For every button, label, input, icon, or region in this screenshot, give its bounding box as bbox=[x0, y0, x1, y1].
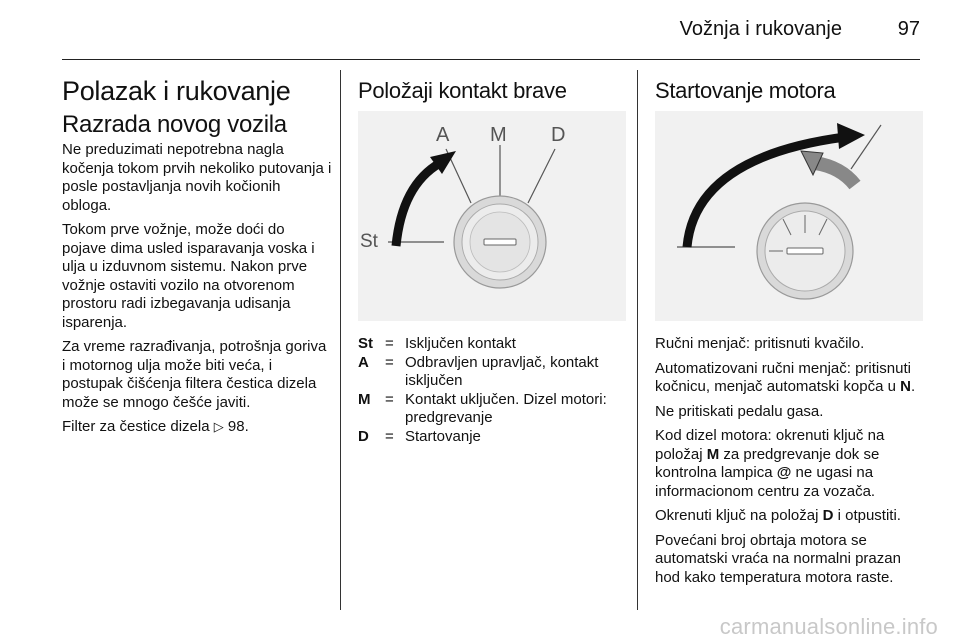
starting-engine-figure bbox=[655, 111, 923, 321]
subsection-title: Razrada novog vozila bbox=[62, 111, 287, 138]
paragraph bbox=[655, 427, 925, 501]
label-m: M bbox=[490, 124, 507, 146]
column-divider-1 bbox=[340, 70, 341, 610]
position-legend bbox=[358, 335, 626, 446]
text-run: ne ugasi na informacionom centru za vozača. bbox=[655, 464, 876, 500]
column-divider-2 bbox=[637, 70, 638, 610]
paragraph: Ne pritiskati pedalu gasa. bbox=[655, 402, 824, 420]
legend-text: Odbravljen upravljač, kontakt isključen bbox=[405, 353, 599, 389]
legend-row bbox=[358, 354, 626, 391]
legend-equals: = bbox=[385, 353, 394, 371]
paragraph: Za vreme razrađivanja, potrošnja goriva i motornog ulja može biti veća, i postupak čišćenja filtera čestica dizela može se mnogo češće javiti. bbox=[62, 338, 327, 411]
column-starting-engine bbox=[655, 70, 925, 593]
legend-equals: = bbox=[385, 335, 394, 352]
text-run: . bbox=[910, 378, 916, 395]
legend-text: Startovanje bbox=[405, 427, 481, 445]
legend-key: St bbox=[358, 335, 373, 352]
legend-key: D bbox=[358, 427, 369, 445]
text-run: za predgrevanje dok se kontrolna lampica bbox=[655, 445, 880, 481]
position-letter: D bbox=[822, 507, 834, 524]
section-title: Startovanje motora bbox=[655, 78, 836, 103]
text-run: Automatizovani ručni menjač: pritisnuti kočnicu, menjač automatski kopča u bbox=[655, 359, 911, 395]
cross-reference-page: 98. bbox=[227, 418, 249, 435]
paragraph bbox=[655, 360, 925, 397]
reference-arrow-icon: ▷ bbox=[213, 419, 224, 434]
paragraph: Ne preduzimati nepotrebna nagla kočenja tokom prvih nekoliko putovanja i posle postavljanja novih kočionih obloga. bbox=[62, 141, 332, 214]
legend-row bbox=[358, 428, 626, 447]
legend-key: M bbox=[358, 390, 371, 408]
legend-equals: = bbox=[385, 427, 394, 445]
position-letter: M bbox=[706, 445, 720, 463]
text-run: Kod dizel motora: okrenuti ključ na položaj bbox=[655, 427, 885, 463]
paragraph bbox=[655, 507, 925, 526]
legend-row bbox=[358, 335, 626, 354]
legend-row bbox=[358, 391, 626, 428]
page-header bbox=[0, 0, 960, 62]
paragraph: Povećani broj obrtaja motora se automatski vraća na normalni prazan hod kako temperatura motora raste. bbox=[655, 531, 901, 586]
ignition-positions-figure bbox=[358, 111, 626, 321]
page-number: 97 bbox=[897, 18, 920, 40]
header-divider bbox=[62, 59, 920, 60]
gear-letter: N bbox=[900, 378, 911, 395]
text-run: Okrenuti ključ na položaj bbox=[655, 507, 823, 524]
paragraph: Tokom prve vožnje, može doći do pojave dima usled isparavanja voska i ulja u izduvnom sistemu. Nakon prve vožnje ostaviti vozilo na otvorenom prostoru radi izbegavanja udisanja isparenja. bbox=[62, 221, 315, 331]
legend-text: Isključen kontakt bbox=[405, 335, 516, 352]
column-ignition-positions bbox=[358, 70, 626, 446]
label-st: St bbox=[360, 231, 378, 252]
label-d: D bbox=[551, 124, 566, 146]
watermark: carmanualsonline.info bbox=[719, 614, 938, 639]
label-a: A bbox=[436, 124, 450, 146]
chapter-title: Vožnja i rukovanje bbox=[679, 18, 842, 40]
section-title: Položaji kontakt brave bbox=[358, 78, 567, 103]
legend-text: Kontakt uključen. Dizel motori: predgrevanje bbox=[405, 390, 607, 426]
legend-key: A bbox=[358, 353, 369, 371]
legend-equals: = bbox=[385, 390, 394, 408]
paragraph: Ručni menjač: pritisnuti kvačilo. bbox=[655, 335, 865, 352]
cross-reference[interactable] bbox=[62, 418, 332, 437]
cross-reference-text: Filter za čestice dizela bbox=[62, 418, 210, 435]
section-title: Polazak i rukovanje bbox=[62, 76, 291, 106]
text-run: i otpustiti. bbox=[833, 507, 901, 524]
glow-plug-icon: @ bbox=[776, 464, 792, 481]
column-breaking-in bbox=[62, 70, 332, 443]
